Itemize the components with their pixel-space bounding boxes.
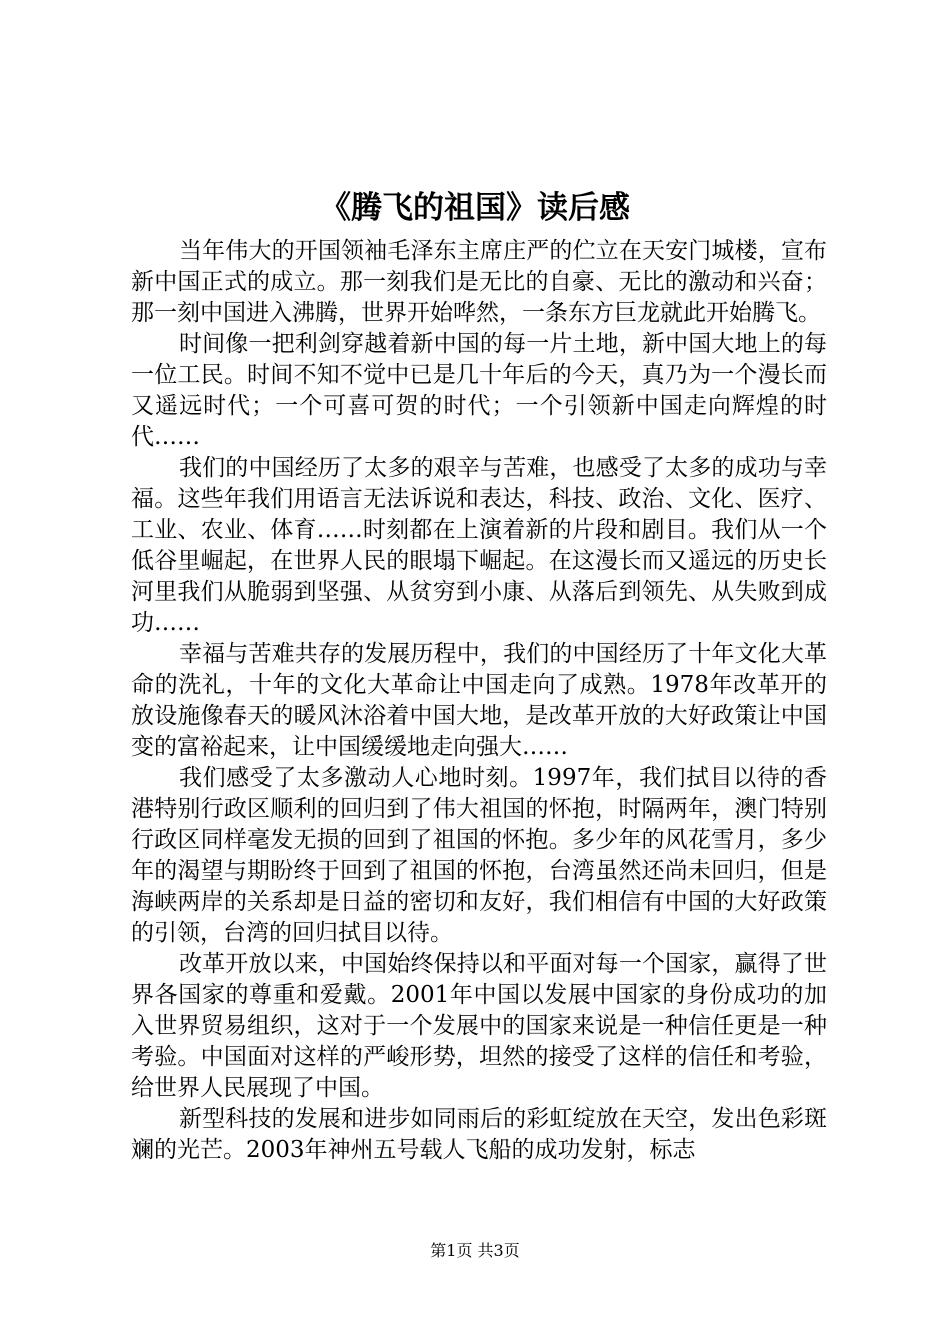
paragraph: 幸福与苦难共存的发展历程中，我们的中国经历了十年文化大革命的洗礼，十年的文化大革命让中国走向了成熟。1978年改革开的放设施像春天的暖风沐浴着中国大地，是改革开放的大好政策让中国变的富裕起来，让中国缓缓地走向强大……	[131, 641, 827, 760]
paragraph: 新型科技的发展和进步如同雨后的彩虹绽放在天空，发出色彩斑斓的光芒。2003年神州五号载人飞船的成功发射，标志	[131, 1106, 827, 1163]
paragraph: 改革开放以来，中国始终保持以和平面对每一个国家，赢得了世界各国家的尊重和爱戴。2001年中国以发展中国家的身份成功的加入世界贸易组织，这对于一个发展中的国家来说是一种信任更是一种考验。中国面对这样的严峻形势，坦然的接受了这样的信任和考验，给世界人民展现了中国。	[131, 951, 827, 1101]
paragraph: 我们感受了太多激动人心地时刻。1997年，我们拭目以待的香港特别行政区顺利的回归到了伟大祖国的怀抱，时隔两年，澳门特别行政区同样毫发无损的回到了祖国的怀抱。多少年的风花雪月，多少年的渴望与期盼终于回到了祖国的怀抱，台湾虽然还尚未回归，但是海峡两岸的关系却是日益的密切和友好，我们相信有中国的大好政策的引领，台湾的回归拭目以待。	[131, 765, 827, 946]
paragraph: 时间像一把利剑穿越着新中国的每一片土地，新中国大地上的每一位工民。时间不知不觉中已是几十年后的今天，真乃为一个漫长而又遥远时代；一个可喜可贺的时代；一个引领新中国走向辉煌的时代……	[131, 331, 827, 450]
paragraph: 当年伟大的开国领袖毛泽东主席庄严的伫立在天安门城楼，宣布新中国正式的成立。那一刻我们是无比的自豪、无比的激动和兴奋；那一刻中国进入沸腾，世界开始哗然，一条东方巨龙就此开始腾飞。	[131, 238, 827, 326]
document-title: 《腾飞的祖国》读后感	[320, 190, 630, 226]
paragraph: 我们的中国经历了太多的艰辛与苦难，也感受了太多的成功与幸福。这些年我们用语言无法诉说和表达，科技、政治、文化、医疗、工业、农业、体育……时刻都在上演着新的片段和剧目。我们从一个低谷里崛起，在世界人民的眼塌下崛起。在这漫长而又遥远的历史长河里我们从脆弱到坚强、从贫穷到小康、从落后到领先、从失败到成功……	[131, 455, 827, 636]
page-footer: 第1页 共3页	[430, 1241, 520, 1260]
document-body	[131, 236, 827, 1166]
